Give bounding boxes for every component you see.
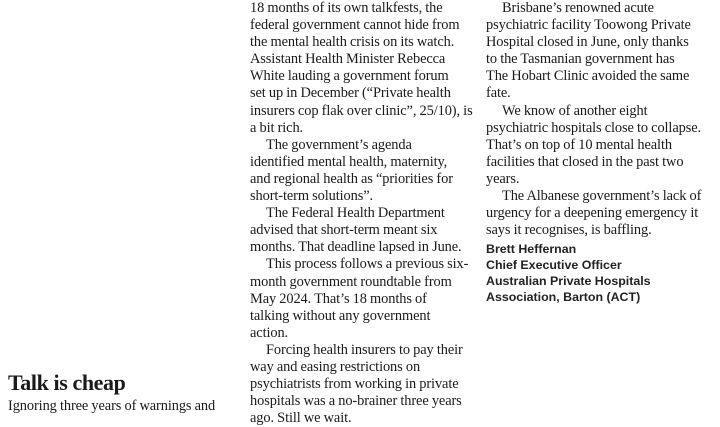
paragraph (250, 256, 482, 341)
text-line: fate. (486, 85, 511, 102)
letter-headline: Talk is cheap (8, 370, 126, 395)
text-line: says it recognises, is baffling. (486, 222, 652, 239)
lead-line: Ignoring three years of warnings and (8, 398, 216, 414)
column-3 (486, 0, 714, 305)
text-line: Brisbane’s renowned acute (502, 0, 654, 16)
author-name: Brett Heffernan (486, 242, 577, 257)
paragraph (486, 103, 714, 188)
text-line: and regional health as “priorities for (250, 170, 453, 187)
signature-block (486, 241, 714, 305)
paragraph (250, 0, 482, 137)
text-line: psychiatric facility Toowong Private (486, 17, 691, 34)
text-line: urgency for a deepening emergency it (486, 205, 699, 222)
text-line: months. That deadline lapsed in June. (250, 239, 462, 256)
text-line: set up in December (“Private health (250, 85, 451, 102)
text-line: Forcing health insurers to pay their (266, 341, 463, 358)
text-line: 18 months of its own talkfests, the (250, 0, 443, 16)
text-line: month government roundtable from (250, 273, 452, 290)
text-line: a bit rich. (250, 119, 304, 136)
text-line: The government’s agenda (266, 136, 412, 153)
text-line: way and easing restrictions on (250, 358, 421, 375)
text-line: insurers cop flak over clinic”, 25/10), is (250, 102, 473, 119)
text-line: talking without any government (250, 307, 431, 324)
text-line: Assistant Health Minister Rebecca (250, 51, 446, 68)
paragraph (486, 0, 714, 103)
text-line: ago. Still we wait. (250, 410, 352, 427)
text-line: facilities that closed in the past two (486, 153, 684, 170)
text-line: Hospital closed in June, only thanks (486, 34, 689, 51)
paragraph (250, 342, 482, 427)
text-line: identified mental health, maternity, (250, 153, 448, 170)
text-line: years. (486, 170, 520, 187)
text-line: hospitals was a no-brainer three years (250, 393, 462, 410)
column-2 (250, 0, 482, 427)
text-line: May 2024. That’s 18 months of (250, 290, 427, 307)
text-line: The Federal Health Department (266, 205, 445, 222)
text-line: psychiatric hospitals close to collapse. (486, 119, 702, 136)
text-line: This process follows a previous six- (266, 256, 469, 273)
author-title: Chief Executive Officer (486, 258, 622, 273)
text-line: the mental health crisis on its watch. (250, 34, 455, 51)
author-organisation: Australian Private Hospitals (486, 274, 651, 289)
text-line: White lauding a government forum (250, 68, 449, 85)
paragraph (250, 205, 482, 256)
text-line: We know of another eight (502, 102, 648, 119)
text-line: advised that short-term meant six (250, 222, 438, 239)
paragraph (486, 188, 714, 239)
text-line: short-term solutions”. (250, 188, 374, 205)
text-line: psychiatrists from working in private (250, 376, 459, 393)
text-line: to the Tasmanian government has (486, 51, 675, 68)
text-line: That’s on top of 10 mental health (486, 136, 672, 153)
author-organisation-location: Association, Barton (ACT) (486, 290, 641, 305)
text-line: action. (250, 324, 289, 341)
text-line: The Hobart Clinic avoided the same (486, 68, 690, 85)
paragraph (250, 137, 482, 205)
text-line: federal government cannot hide from (250, 17, 460, 34)
text-line: The Albanese government’s lack of (502, 188, 702, 205)
